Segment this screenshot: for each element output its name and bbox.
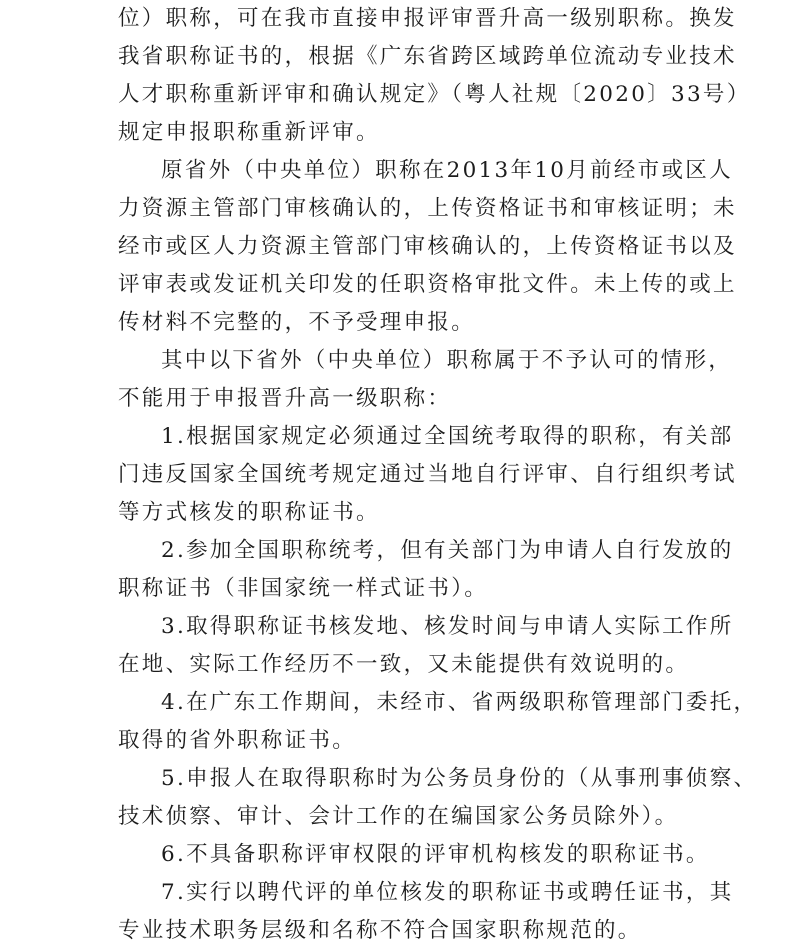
list-item-line: 门违反国家全国统考规定通过当地自行评审、自行组织考试 [118, 462, 737, 487]
text-line: 传材料不完整的，不予受理申报。 [118, 310, 476, 335]
list-item-line: 职称证书（非国家统一样式证书）。 [118, 576, 489, 601]
text-line: 原省外（中央单位）职称在2013年10月前经市或区人 [161, 158, 733, 183]
text-line: 经市或区人力资源主管部门审核确认的，上传资格证书以及 [118, 234, 737, 259]
list-item-line: 等方式核发的职称证书。 [118, 500, 380, 525]
text-line: 规定申报职称重新评审。 [118, 120, 380, 145]
list-item-line: 5.申报人在取得职称时为公务员身份的（从事刑事侦察、 [161, 766, 758, 791]
list-item-line: 4.在广东工作期间，未经市、省两级职称管理部门委托， [161, 690, 758, 715]
text-line: 评审表或发证机关印发的任职资格审批文件。未上传的或上 [118, 272, 737, 297]
text-line: 力资源主管部门审核确认的，上传资格证书和审核证明；未 [118, 196, 737, 221]
list-item-line: 1.根据国家规定必须通过全国统考取得的职称，有关部 [161, 424, 734, 449]
list-item-line: 在地、实际工作经历不一致，又未能提供有效说明的。 [118, 652, 690, 677]
text-line: 不能用于申报晋升高一级职称： [118, 386, 452, 411]
list-item-line: 6.不具备职称评审权限的评审机构核发的职称证书。 [161, 842, 710, 867]
list-item-line: 专业技术职务层级和名称不符合国家职称规范的。 [118, 918, 642, 943]
list-item-line: 技术侦察、审计、会计工作的在编国家公务员除外）。 [118, 804, 679, 829]
text-line: 位）职称，可在我市直接申报评审晋升高一级别职称。换发 [118, 6, 737, 31]
list-item-line: 2.参加全国职称统考，但有关部门为申请人自行发放的 [161, 538, 734, 563]
list-item-line: 7.实行以聘代评的单位核发的职称证书或聘任证书，其 [161, 880, 734, 905]
list-item-line: 取得的省外职称证书。 [118, 728, 357, 753]
list-item-line: 3.取得职称证书核发地、核发时间与申请人实际工作所 [161, 614, 734, 639]
text-line: 其中以下省外（中央单位）职称属于不予认可的情形， [161, 348, 733, 373]
text-line: 我省职称证书的，根据《广东省跨区域跨单位流动专业技术 [118, 44, 737, 69]
text-line: 人才职称重新评审和确认规定》（粤人社规〔2020〕33号） [118, 82, 751, 107]
